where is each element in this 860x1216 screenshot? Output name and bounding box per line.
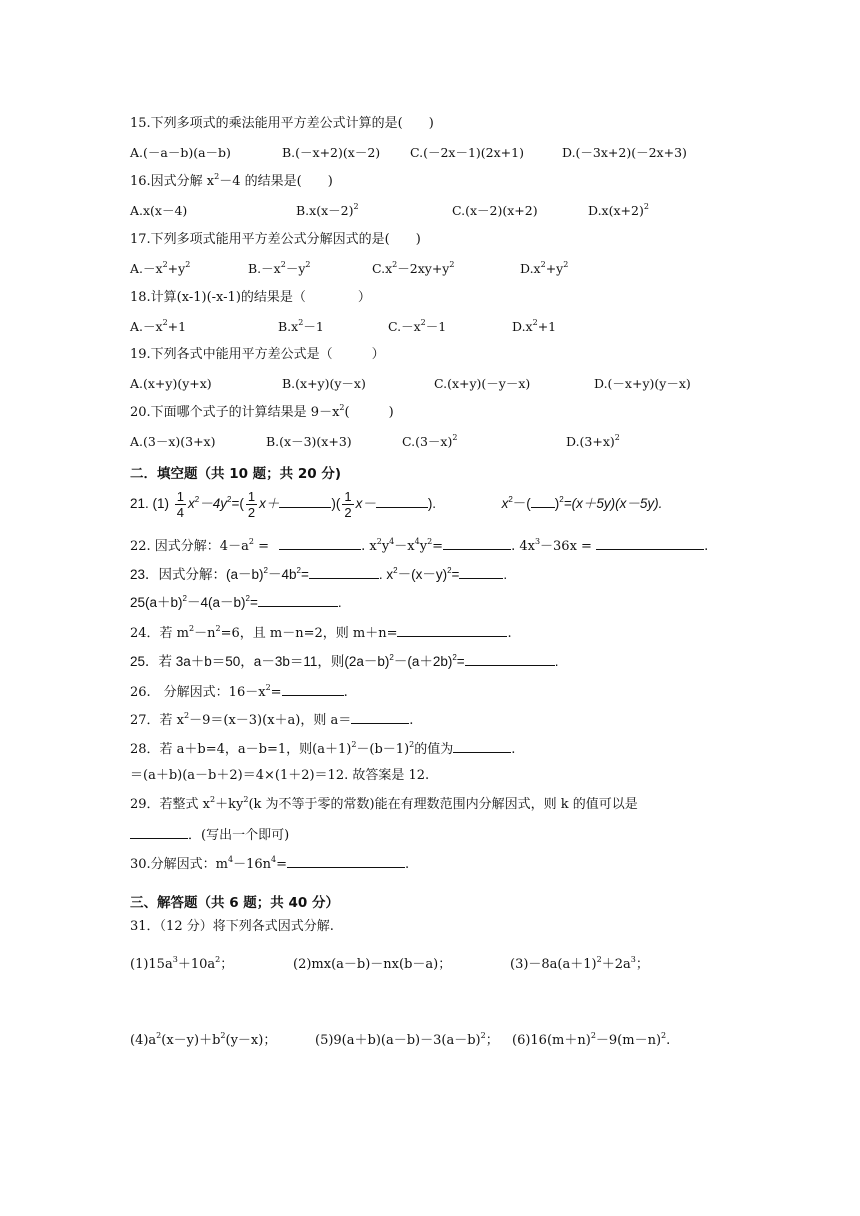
answer-blank[interactable] bbox=[376, 495, 428, 508]
section-2-heading: 二．填空题（共 10 题；共 20 分) bbox=[130, 466, 342, 482]
answer-blank[interactable] bbox=[309, 566, 379, 579]
fraction-one-half: $\frac{1}{2}$ bbox=[344, 488, 352, 520]
question-28: 28．若 a＋b=4，a－b=1，则$(a+1)^2-(b-1)^2$的值为 . bbox=[130, 740, 516, 757]
question-15-stem: 15.下列多项式的乘法能用平方差公式计算的是( ) bbox=[130, 116, 434, 131]
answer-blank[interactable] bbox=[279, 495, 331, 508]
section-3-heading: 三、解答题（共 6 题；共 40 分） bbox=[130, 895, 339, 911]
fraction-one-half: $\frac{1}{2}$ bbox=[247, 488, 256, 520]
q15-option-c: C.(－2x－1)(2x+1) bbox=[410, 145, 524, 160]
question-28-solution: ＝(a＋b)(a－b＋2)＝4×(1＋2)＝12. 故答案是 12. bbox=[130, 768, 430, 783]
q20-option-a: A.(3－x)(3+x) bbox=[130, 434, 216, 449]
q17-option-a: $A.-x^2+y^2$ bbox=[130, 260, 191, 276]
question-31-part-5: $(5)9(a+b)(a-b)-3(a-b)^2$； bbox=[315, 1031, 499, 1048]
question-31-part-6: $(6)16(m+n)^2-9(m-n)^2$. bbox=[512, 1031, 671, 1048]
question-17-stem: 17.下列多项式能用平方差公式分解因式的是( ) bbox=[130, 232, 421, 247]
q18-option-a: $A.-x^2+1$ bbox=[130, 318, 187, 334]
answer-blank[interactable] bbox=[453, 740, 511, 753]
answer-blank[interactable] bbox=[459, 566, 503, 579]
q18-option-c: $C.-x^2-1$ bbox=[388, 318, 447, 334]
q16-option-a: A.x(x－4) bbox=[130, 203, 188, 218]
answer-blank[interactable] bbox=[465, 653, 555, 666]
q20-option-c: $C.(3-x)^2$ bbox=[402, 433, 458, 449]
q17-option-b: $B.-x^2-y^2$ bbox=[248, 260, 311, 276]
question-23-continued: $25(a+b)^2-4(a-b)^2=$ . bbox=[130, 594, 342, 610]
question-19-stem: 19.下列各式中能用平方差公式是（ ） bbox=[130, 347, 385, 362]
q20-option-d: $D.(3+x)^2$ bbox=[566, 433, 620, 449]
answer-blank[interactable] bbox=[130, 826, 188, 839]
q15-option-d: D.(－3x+2)(－2x+3) bbox=[562, 145, 687, 160]
q17-option-c: $C.x^2-2xy+y^2$ bbox=[372, 260, 455, 276]
answer-blank[interactable] bbox=[443, 537, 511, 550]
question-24: 24．若 $m^2-n^2=6$，且 m－n=2，则 m＋n= . bbox=[130, 624, 512, 641]
answer-blank[interactable] bbox=[596, 537, 704, 550]
question-18-stem: 18.计算(x-1)(-x-1)的结果是（ ） bbox=[130, 290, 371, 305]
question-31-stem: 31．（12 分）将下列各式因式分解. bbox=[130, 919, 334, 934]
q19-option-c: C.(x+y)(－y－x) bbox=[434, 376, 531, 391]
question-31-part-2: (2)mx(a－b)－nx(b－a)； bbox=[293, 957, 452, 972]
q18-option-d: $D.x^2+1$ bbox=[512, 318, 557, 334]
q19-option-d: D.(－x+y)(y－x) bbox=[594, 376, 691, 391]
answer-blank[interactable] bbox=[397, 624, 507, 637]
question-31-part-3: $(3)-8a(a+1)^2+2a^3$； bbox=[510, 955, 649, 972]
question-31-part-4: $(4)a^2(x-y)+b^2(y-x)$； bbox=[130, 1031, 277, 1048]
question-20-stem: 20.下面哪个式子的计算结果是 $9-x^2$( ) bbox=[130, 403, 394, 420]
question-29-continued: ．(写出一个即可) bbox=[130, 826, 289, 844]
question-31-part-1: $(1)15a^3+10a^2$； bbox=[130, 955, 234, 972]
q17-option-d: $D.x^2+y^2$ bbox=[520, 260, 569, 276]
answer-blank[interactable] bbox=[282, 683, 344, 696]
answer-blank[interactable] bbox=[258, 594, 338, 607]
question-22: 22. 因式分解：$4-a^2$ = . $x^2y^4-x^4y^2=$ . $4x^3-36x$ = . bbox=[130, 537, 709, 554]
q16-option-b: $B.x(x-2)^2$ bbox=[296, 202, 359, 218]
question-30: 30.分解因式：$m^4-16n^4=$ . bbox=[130, 855, 410, 872]
q16-option-d: $D.x(x+2)^2$ bbox=[588, 202, 649, 218]
question-26: 26. 分解因式：$16-x^2=$ . bbox=[130, 683, 348, 700]
answer-blank[interactable] bbox=[287, 855, 405, 868]
question-16-stem: 16.因式分解 $x^2-4$ 的结果是( ) bbox=[130, 172, 333, 189]
q15-option-b: B.(－x+2)(x－2) bbox=[282, 145, 381, 160]
question-27: 27．若 $x^2-9=(x-3)(x+a)$，则 a＝ . bbox=[130, 711, 414, 728]
q19-option-a: A.(x+y)(y+x) bbox=[130, 376, 212, 391]
answer-blank[interactable] bbox=[531, 495, 555, 508]
question-25: 25．若 3a＋b＝50，a－3b＝11，则$(2a-b)^2-(a+2b)^2=$ . bbox=[130, 653, 559, 669]
q16-option-c: C.(x－2)(x+2) bbox=[452, 203, 538, 218]
q20-option-b: B.(x－3)(x+3) bbox=[266, 434, 352, 449]
question-23: 23．因式分解：$(a-b)^2-4b^2=$ . $x^2-(x-y)^2=$ . bbox=[130, 566, 508, 582]
q18-option-b: $B.x^2-1$ bbox=[278, 318, 324, 334]
answer-blank[interactable] bbox=[279, 537, 361, 550]
q19-option-b: B.(x+y)(y－x) bbox=[282, 376, 366, 391]
question-21: 21. (1) $\frac{1}{4}$ $x^2-4y^2=$( $\frac{1}{2}$ x＋ )( $\frac{1}{2}$ x－ ). $x^2-$( )$^2$=(x＋5y)(x－5y). bbox=[130, 488, 663, 520]
q15-option-a: A.(－a－b)(a－b) bbox=[130, 145, 231, 160]
fraction-one-quarter: $\frac{1}{4}$ bbox=[176, 488, 185, 520]
answer-blank[interactable] bbox=[351, 711, 409, 724]
question-29: 29．若整式 $x^2+ky^2(k$ 为不等于零的常数)能在有理数范围内分解因式，则 k 的值可以是 bbox=[130, 795, 638, 812]
